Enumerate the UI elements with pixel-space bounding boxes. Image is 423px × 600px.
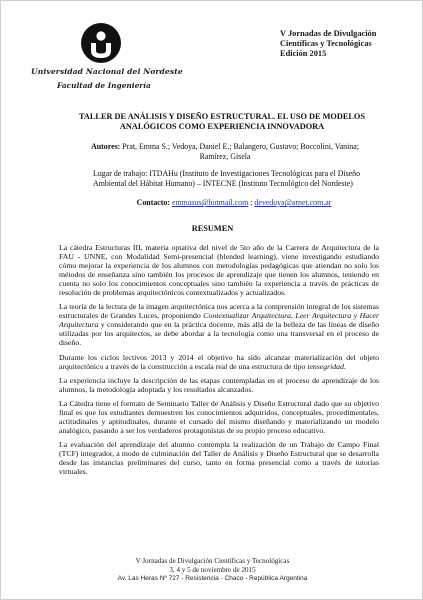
email-link-2[interactable]: devedoya@arnet.com.ar xyxy=(254,198,332,207)
abstract-body xyxy=(59,243,379,481)
paragraph-text: y considerando que en la práctica docente, más allá de la belleza de las líneas de diseño utilizadas por los arquitectos, se debe abordar a la tecnología como una transversal en el proceso de diseño. xyxy=(59,320,379,348)
event-line: V Jornadas de Divulgación xyxy=(280,29,377,38)
footer-address: Av. Las Heras Nº 727 - Resistencia - Chaco - República Argentina xyxy=(117,574,308,582)
paragraph xyxy=(59,302,379,347)
title-line: TALLER DE ANÁLISIS Y DISEÑO ESTRUCTURAL. EL USO DE MODELOS xyxy=(78,112,365,121)
university-name: Universidad Nacional del Nordeste xyxy=(31,67,183,76)
workplace-line: Ambiental del Hábitat Humano) – INTECNE (Instituto Tecnológico del Nordeste) xyxy=(93,179,353,188)
authors-list-cont: Ramírez, Gisela xyxy=(199,152,251,161)
page-footer xyxy=(1,557,423,583)
authors xyxy=(77,142,373,162)
event-line: Científicas y Tecnológicas xyxy=(280,39,372,48)
contact-label: Contacto: xyxy=(136,198,172,207)
paragraph-text: La teoría de la lectura de la imagen arquitectónica nos acerca a la comprensión integral de los sistemas estructurales de Grandes Luces, proponiendo xyxy=(59,302,379,321)
paragraph-emphasis: Contextualizar Arquitectura, Leer Arquitectura y Hacer Arquitectura xyxy=(59,311,380,330)
faculty-name: Facultad de Ingeniería xyxy=(57,81,151,90)
paragraph-emphasis: tensegridad xyxy=(307,361,344,371)
event-line: Edición 2015 xyxy=(280,49,327,58)
authors-label: Autores: xyxy=(91,142,121,151)
contact-separator: ; xyxy=(248,198,255,207)
contact xyxy=(89,198,379,208)
footer-line: 3, 4 y 5 de noviembre de 2015 xyxy=(169,565,256,574)
workplace xyxy=(93,169,361,189)
workplace-line: Lugar de trabajo: ITDAHu (Instituto de Investigaciones Tecnológicas para el Diseño xyxy=(93,169,361,178)
email-link-1[interactable]: emmasus@hotmail.com xyxy=(171,198,249,207)
authors-list: Prat, Emma S.; Vedoya, Daniel E.; Balangero, Gustavo; Boccolini, Vanina; xyxy=(120,142,359,151)
footer-line: V Jornadas de Divulgación Científicas y Tecnológicas xyxy=(135,557,290,565)
title-line: ANALÓGICOS COMO EXPERIENCIA INNOVADORA xyxy=(119,122,325,131)
event-info xyxy=(280,29,390,59)
paragraph: La evaluación del aprendizaje del alumno contempla la realización de un Trabajo de Campo Final (TCF) integrador, a modo de culminación del Taller de Análisis y Diseño Estructural que se desarrolla desde las instancias preliminares del curso, tanto en forma presencial como a través de tutorías virtuales. xyxy=(59,439,379,477)
paragraph-text: . xyxy=(343,361,346,371)
paragraph-text: Durante los ciclos lectivos 2013 y 2014 el objetivo ha sido alcanzar materialización del objeto arquitectónico a través de la construcción a escala real de una estructura de tipo xyxy=(59,352,379,371)
paragraph: La experiencia incluye la descripción de las etapas contempladas en el proceso de aprendizaje de los alumnos, la metodología adoptada y los resultados alcanzados. xyxy=(59,375,379,394)
university-logo-icon xyxy=(79,21,123,65)
paragraph: La cátedra Estructuras III, materia optativa del nivel de 5to año de la Carrera de Arquitectura de la FAU - UNNE, con Modalidad Semi-presencial (blended learning), viene investigando estudiando cómo mejorar la experiencia de los alumnos con metodologías pedagógicas que atiendan no solo los métodos de enseñanza sino también los procesos de aprendizaje que tienen los alumnos, teniendo en cuenta no solo los conocimientos conceptuales sino también la experiencia a través de prácticas de resolución de problemas arquitectónicos contextualizados y actualizados. xyxy=(59,243,379,298)
paragraph xyxy=(59,353,379,371)
paragraph: La Cátedra tiene el formato de Seminario Taller de Análisis y Diseño Estructural dado que su objetivo final es que los estudiantes demuestren los conocimientos adquiridos, conceptuales, procedimentales, actitudinales y aptitudinales, durante el cursado del mismo diseñando y materializando un modelo analógico, pasando a ser los verdaderos protagonistas de su propio proceso educativo. xyxy=(59,398,379,435)
section-heading-resumen: RESUMEN xyxy=(191,224,234,233)
paper-title xyxy=(53,112,391,132)
